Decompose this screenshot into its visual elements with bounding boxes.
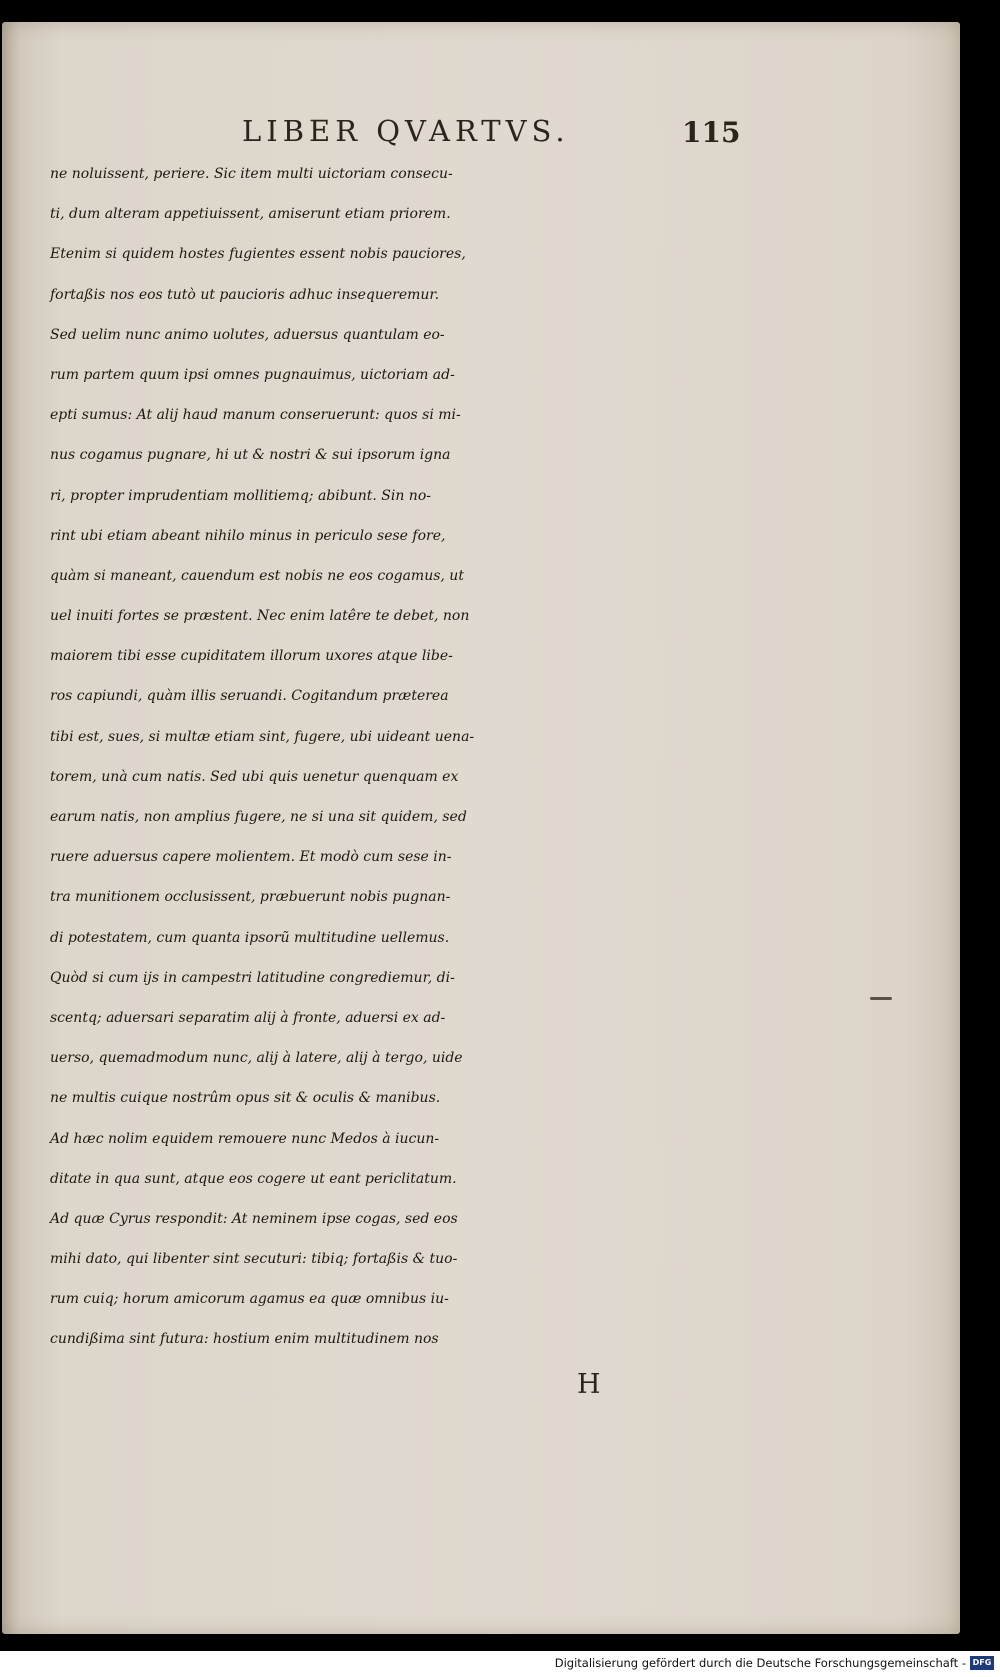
text-line: rum partem quum ipsi omnes pugnauimus, uictoriam ad- — [50, 366, 455, 383]
text-line: Ad quæ Cyrus respondit: At neminem ipse cogas, sed eos — [50, 1210, 458, 1227]
text-line: Quòd si cum ijs in campestri latitudine congrediemur, di- — [50, 969, 455, 986]
text-line: ros capiundi, quàm illis seruandi. Cogitandum præterea — [50, 688, 449, 705]
dfg-logo-icon: DFG — [970, 1656, 994, 1670]
text-line: Sed uelim nunc animo uolutes, aduersus quantulam eo- — [50, 326, 445, 343]
text-line: ditate in qua sunt, atque eos cogere ut eant periclitatum. — [50, 1170, 457, 1187]
text-line: ne noluissent, periere. Sic item multi uictoriam consecu- — [50, 166, 453, 182]
text-line: epti sumus: At alij haud manum conseruerunt: quos si mi- — [50, 407, 461, 424]
footer-credit: Digitalisierung gefördert durch die Deutsche Forschungsgemeinschaft - — [554, 1656, 966, 1670]
text-line: uel inuiti fortes se præstent. Nec enim latêre te debet, non — [50, 608, 470, 625]
page-number: 115 — [682, 116, 741, 149]
page-header — [2, 114, 960, 154]
text-line: torem, unà cum natis. Sed ubi quis uenetur quenquam ex — [50, 768, 459, 785]
text-line: scentq; aduersari separatim alij à fronte, aduersi ex ad- — [50, 1009, 446, 1026]
ink-speck — [870, 997, 892, 1000]
text-line: tibi est, sues, si multæ etiam sint, fugere, ubi uideant uena- — [50, 728, 475, 745]
text-line: uerso, quemadmodum nunc, alij à latere, alij à tergo, uide — [50, 1050, 463, 1067]
text-line: ne multis cuique nostrûm opus sit & oculis & manibus. — [50, 1090, 441, 1107]
text-line: nus cogamus pugnare, hi ut & nostri & sui ipsorum igna — [50, 447, 451, 464]
text-line: ri, propter imprudentiam mollitiemq; abibunt. Sin no- — [50, 487, 431, 504]
text-line: Etenim si quidem hostes fugientes essent nobis pauciores, — [50, 246, 466, 263]
text-line: tra munitionem occlusissent, præbuerunt nobis pugnan- — [50, 889, 451, 906]
running-title: LIBER QVARTVS. — [242, 114, 570, 148]
text-line: fortaßis nos eos tutò ut paucioris adhuc insequeremur. — [50, 286, 440, 303]
text-line: Ad hæc nolim equidem remouere nunc Medos à iucun- — [50, 1130, 440, 1147]
footer-bar — [0, 1651, 1000, 1677]
signature-mark: H — [577, 1369, 601, 1400]
text-line: rint ubi etiam abeant nihilo minus in periculo sese fore, — [50, 527, 446, 544]
text-line: earum natis, non amplius fugere, ne si una sit quidem, sed — [50, 809, 467, 825]
text-line: maiorem tibi esse cupiditatem illorum uxores atque libe- — [50, 648, 453, 665]
body-text — [50, 154, 720, 1360]
text-line: ti, dum alteram appetiuissent, amiserunt etiam priorem. — [50, 206, 451, 223]
text-line: mihi dato, qui libenter sint secuturi: tibiq; fortaßis & tuo- — [50, 1251, 458, 1268]
text-line: rum cuiq; horum amicorum agamus ea quæ omnibus iu- — [50, 1291, 449, 1308]
text-line: quàm si maneant, cauendum est nobis ne eos cogamus, ut — [50, 567, 464, 584]
text-line: di potestatem, cum quanta ipsorũ multitudine uellemus. — [50, 929, 450, 946]
text-line: ruere aduersus capere molientem. Et modò cum sese in- — [50, 849, 452, 866]
book-page — [2, 22, 960, 1634]
text-line: cundißima sint futura: hostium enim multitudinem nos — [50, 1331, 439, 1348]
